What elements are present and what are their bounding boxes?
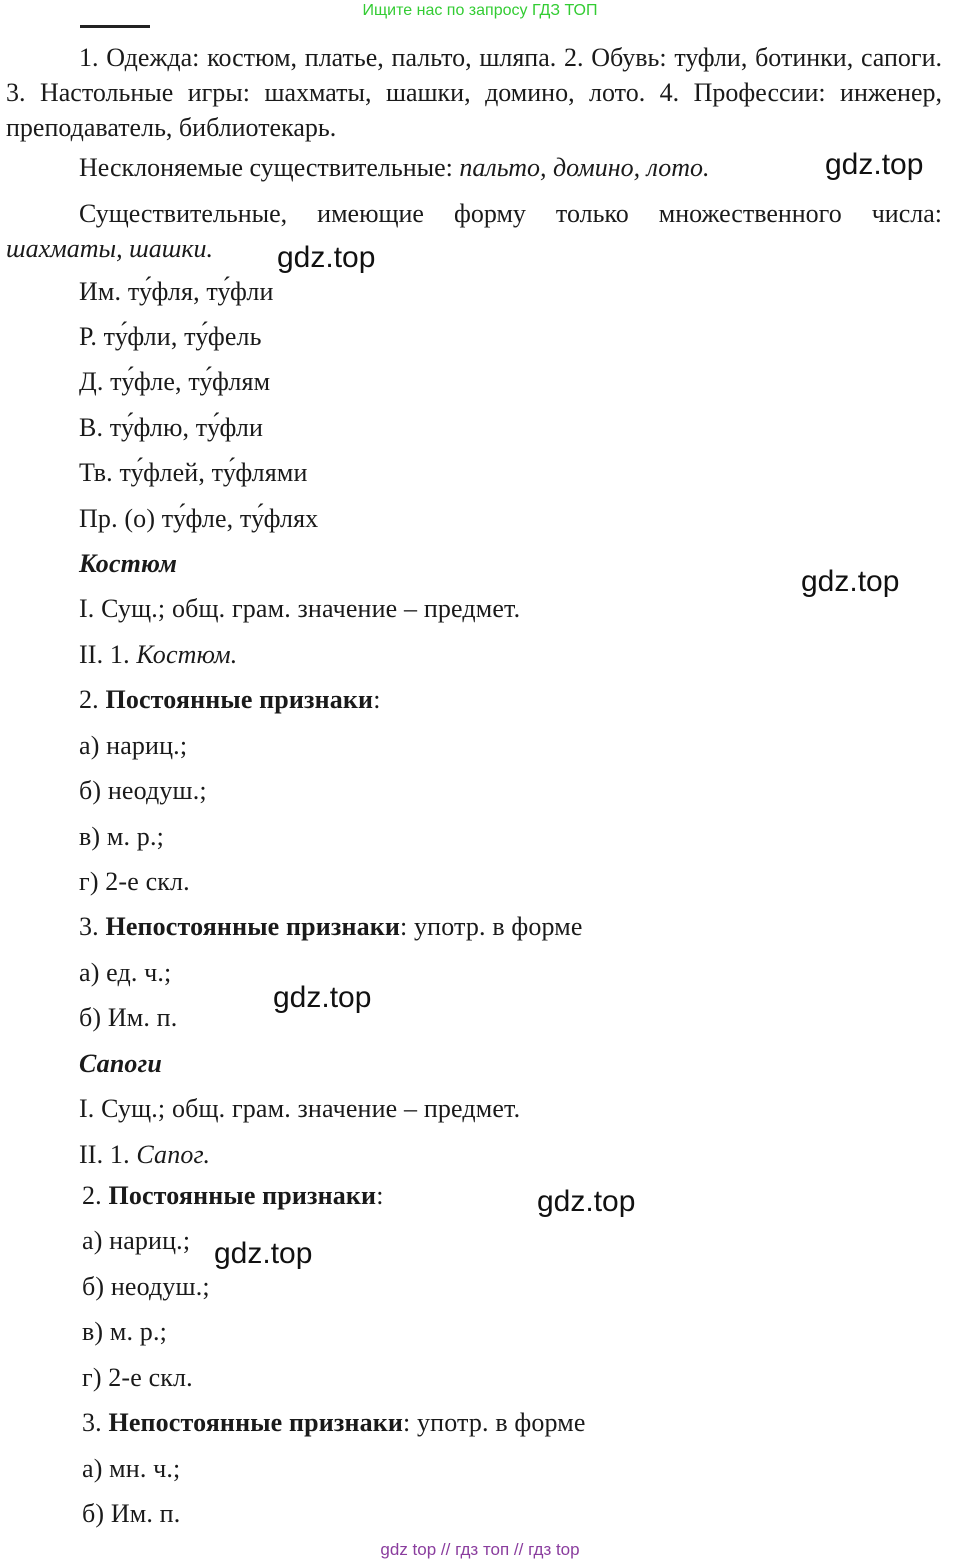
item-number: II. 1. — [79, 640, 137, 669]
item-number: 3. — [79, 912, 106, 941]
constant-features-label: Постоянные признаки — [105, 685, 374, 714]
morph-part-2 — [79, 1140, 210, 1170]
section-heading-kostyum: Костюм — [79, 549, 178, 578]
footer-links[interactable]: gdz top // гдз топ // гдз top — [380, 1540, 580, 1559]
constant-features-label: Постоянные признаки — [108, 1181, 377, 1210]
indeclinable-label: Несклоняемые существительные: — [79, 153, 460, 182]
feature-item: б) Им. п. — [82, 1499, 181, 1528]
watermark: gdz.top — [273, 981, 372, 1014]
declension-row: Пр. (о) ту́фле, ту́флях — [79, 504, 319, 533]
section-heading-sapogi: Сапоги — [79, 1049, 162, 1078]
indeclinable-words: пальто, домино, лото. — [459, 153, 710, 182]
item-number: 2. — [82, 1181, 109, 1210]
nonconstant-features-label: Непостоянные признаки — [105, 912, 400, 941]
feature-item: б) Им. п. — [79, 1003, 178, 1032]
usage-text: : употр. в форме — [400, 912, 583, 941]
nonconstant-features-label: Непостоянные признаки — [108, 1408, 403, 1437]
item-number: II. 1. — [79, 1140, 137, 1169]
item-number: 2. — [79, 685, 106, 714]
morph-part-1: I. Сущ.; общ. грам. значение – предмет. — [79, 1094, 521, 1123]
nonconstant-features-heading — [79, 912, 583, 942]
watermark: gdz.top — [801, 565, 900, 598]
feature-item: б) неодуш.; — [79, 776, 207, 805]
declension-row: Р. ту́фли, ту́фель — [79, 322, 262, 351]
plural-only-nouns — [6, 196, 942, 266]
initial-form: Костюм. — [136, 640, 238, 669]
plural-words: шахматы, шашки. — [6, 234, 214, 263]
watermark: gdz.top — [214, 1237, 313, 1270]
feature-item: б) неодуш.; — [82, 1272, 210, 1301]
colon: : — [373, 685, 381, 714]
declension-row: Им. ту́фля, ту́фли — [79, 277, 274, 306]
declension-row: Д. ту́фле, ту́флям — [79, 367, 271, 396]
indeclinable-nouns — [6, 150, 942, 185]
morph-part-2 — [79, 640, 237, 670]
feature-item: а) нариц.; — [82, 1226, 191, 1255]
feature-item: а) нариц.; — [79, 731, 188, 760]
feature-item: г) 2-е скл. — [82, 1363, 193, 1392]
colon: : — [376, 1181, 384, 1210]
feature-item: а) мн. ч.; — [82, 1454, 181, 1483]
item-number: 3. — [82, 1408, 109, 1437]
nonconstant-features-heading — [82, 1408, 586, 1438]
constant-features-heading — [82, 1181, 384, 1211]
initial-form: Сапог. — [136, 1140, 211, 1169]
top-banner[interactable]: Ищите нас по запросу ГДЗ ТОП — [362, 2, 598, 19]
watermark: gdz.top — [825, 148, 924, 181]
watermark: gdz.top — [277, 241, 376, 274]
divider — [80, 25, 150, 28]
morph-part-1: I. Сущ.; общ. грам. значение – предмет. — [79, 594, 521, 623]
feature-item: в) м. р.; — [79, 822, 164, 851]
answer-paragraph: 1. Одежда: костюм, платье, пальто, шляпа. 2. Обувь: туфли, ботинки, сапоги. 3. Настольные игры: шахматы, шашки, домино, лото. 4. Профессии: инженер, преподаватель, библиотекарь. — [6, 43, 942, 142]
constant-features-heading — [79, 685, 381, 715]
declension-row: В. ту́флю, ту́фли — [79, 413, 264, 442]
plural-label: Существительные, имеющие форму только множественного числа: — [79, 199, 942, 228]
watermark: gdz.top — [537, 1185, 636, 1218]
usage-text: : употр. в форме — [403, 1408, 586, 1437]
feature-item: г) 2-е скл. — [79, 867, 190, 896]
feature-item: а) ед. ч.; — [79, 958, 172, 987]
feature-item: в) м. р.; — [82, 1317, 167, 1346]
declension-row: Тв. ту́флей, ту́флями — [79, 458, 308, 487]
